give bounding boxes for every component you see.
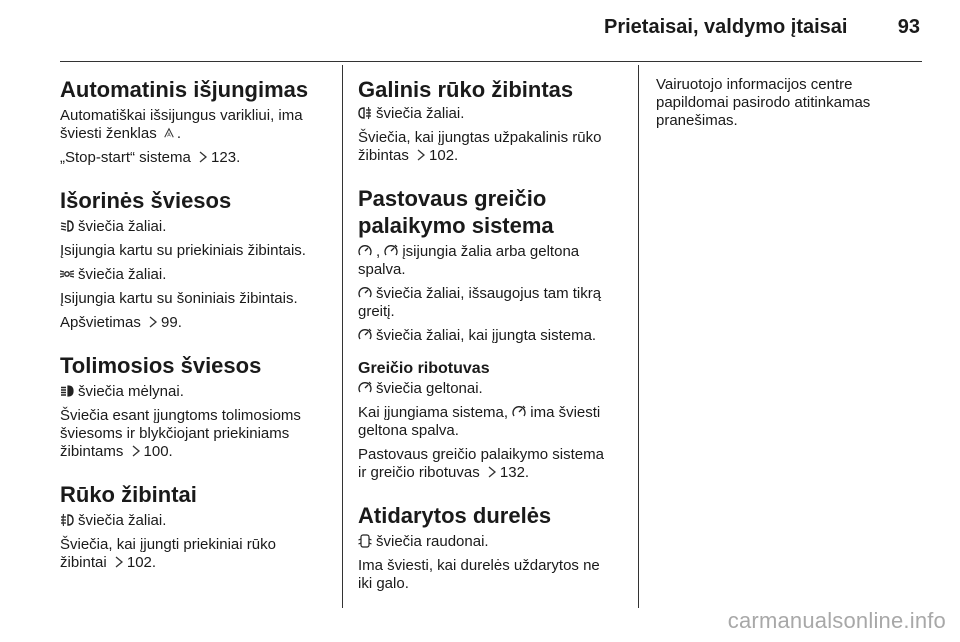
speed-limiter-desc — [358, 404, 630, 440]
high-beam-desc-line: Šviečia esant įjungtoms tolimosioms — [60, 407, 301, 424]
cruise-control-icon — [358, 244, 372, 258]
header-divider — [60, 61, 922, 62]
rear-fog-status: šviečia žaliai. — [376, 105, 465, 122]
side-lights-status: šviečia žaliai. — [78, 266, 167, 283]
svg-text:A: A — [167, 132, 171, 139]
side-lights-icon — [60, 267, 74, 281]
cruise-comma: , — [376, 243, 381, 260]
low-beam-line — [60, 218, 332, 236]
section-heading-high-beam: Tolimosios šviesos — [60, 353, 262, 378]
cruise-heading-line: palaikymo sistema — [358, 213, 554, 238]
lighting-ref-page[interactable]: 99. — [161, 314, 182, 331]
speed-limiter-ref — [358, 446, 630, 482]
page-number: 93 — [897, 16, 920, 38]
rear-fog-ref-page[interactable]: 102. — [429, 147, 459, 164]
front-fog-line — [60, 512, 332, 530]
door-open-icon — [358, 534, 372, 548]
header-title: Prietaisai, valdymo įtaisai — [604, 16, 848, 38]
speed-limiter-desc-line: Kai įjungiama sistema, — [358, 404, 509, 421]
reference-arrow-icon — [147, 316, 159, 328]
speed-limiter-ref-page[interactable]: 132. — [499, 464, 530, 481]
stop-start-label: „Stop-start“ sistema — [60, 149, 191, 166]
rear-fog-desc-line: žibintas — [358, 147, 409, 164]
reference-arrow-icon — [415, 149, 427, 161]
cruise-control-active-icon — [384, 244, 398, 258]
lighting-ref — [60, 314, 332, 332]
reference-arrow-icon — [130, 445, 142, 457]
high-beam-icon — [60, 384, 74, 398]
rear-fog-desc — [358, 129, 630, 165]
door-open-desc-line: iki galo. — [358, 575, 409, 592]
column-divider — [638, 65, 639, 608]
speed-limiter-ref-line: ir greičio ribotuvas — [358, 464, 480, 481]
rear-fog-icon — [358, 106, 372, 120]
door-open-status: šviečia raudonai. — [376, 533, 489, 550]
cruise-control-icon — [358, 286, 372, 300]
column-left — [60, 76, 332, 578]
door-open-line — [358, 533, 630, 551]
auto-off-text — [60, 107, 332, 143]
low-beam-desc: Įsijungia kartu su priekiniais žibintais. — [60, 242, 306, 259]
rear-fog-desc-line: Šviečia, kai įjungtas užpakalinis rūko — [358, 129, 602, 146]
speed-limiter-desc-line: ima šviesti — [530, 404, 601, 421]
section-heading-door-open: Atidarytos durelės — [358, 503, 552, 528]
door-open-desc-line: Ima šviesti, kai durelės uždarytos ne — [358, 557, 600, 574]
speed-limiter-desc-line: geltona spalva. — [358, 422, 459, 439]
section-heading-exterior-lights: Išorinės šviesos — [60, 188, 232, 213]
column-divider — [342, 65, 343, 608]
info-centre-line: pranešimas. — [656, 112, 738, 129]
cruise-green-line: šviečia žaliai, išsaugojus tam tikrą — [376, 285, 602, 302]
high-beam-ref-page[interactable]: 100. — [143, 443, 173, 460]
cruise-active — [358, 327, 630, 345]
high-beam-status: šviečia mėlynai. — [78, 383, 184, 400]
stop-start-ref — [60, 149, 332, 167]
auto-lights-off-icon — [163, 127, 175, 139]
info-centre-note — [656, 76, 920, 130]
side-lights-line — [60, 266, 332, 284]
front-fog-desc-line: žibintai — [60, 554, 107, 571]
cruise-active-text: šviečia žaliai, kai įjungta sistema. — [376, 327, 597, 344]
low-beam-icon — [60, 219, 74, 233]
front-fog-ref-page[interactable]: 102. — [126, 554, 157, 571]
page-header — [0, 0, 960, 60]
lighting-ref-label: Apšvietimas — [60, 314, 141, 331]
high-beam-desc-line: šviesoms ir blykčiojant priekiniams — [60, 425, 290, 442]
stop-start-page[interactable]: 123. — [211, 149, 241, 166]
front-fog-status: šviečia žaliai. — [78, 512, 167, 529]
side-lights-desc: Įsijungia kartu su šoniniais žibintais. — [60, 290, 298, 307]
high-beam-desc-line: žibintams — [60, 443, 124, 460]
cruise-intro-line: spalva. — [358, 261, 406, 278]
section-heading-cruise-control — [358, 185, 630, 239]
cruise-heading-line: Pastovaus greičio — [358, 186, 547, 211]
speed-limiter-ref-line: Pastovaus greičio palaikymo sistema — [358, 446, 604, 463]
watermark: carmanualsonline.info — [727, 608, 946, 633]
column-middle — [358, 76, 630, 599]
low-beam-status: šviečia žaliai. — [78, 218, 167, 235]
door-open-desc — [358, 557, 630, 593]
auto-off-line: Automatiškai išsijungus varikliui, ima — [60, 107, 303, 124]
cruise-control-active-icon — [358, 381, 372, 395]
high-beam-line — [60, 383, 332, 401]
high-beam-desc — [60, 407, 332, 461]
column-right — [656, 76, 920, 136]
cruise-green-line: greitį. — [358, 303, 395, 320]
info-centre-line: Vairuotojo informacijos centre — [656, 76, 853, 93]
cruise-green — [358, 285, 630, 321]
cruise-intro — [358, 243, 630, 279]
reference-arrow-icon — [486, 466, 498, 478]
section-heading-auto-off: Automatinis išjungimas — [60, 77, 309, 102]
reference-arrow-icon — [113, 556, 125, 568]
cruise-intro-line: įsijungia žalia arba geltona — [402, 243, 580, 260]
auto-off-line: šviesti ženklas — [60, 125, 157, 142]
front-fog-icon — [60, 513, 74, 527]
front-fog-desc-line: Šviečia, kai įjungti priekiniai rūko — [60, 536, 276, 553]
speed-limiter-status: šviečia geltonai. — [376, 380, 483, 397]
cruise-control-active-icon — [358, 328, 372, 342]
section-heading-speed-limiter: Greičio ribotuvas — [358, 360, 490, 377]
speed-limiter-line — [358, 380, 630, 398]
cruise-control-active-icon — [512, 405, 526, 419]
front-fog-desc — [60, 536, 332, 572]
section-heading-fog-lights: Rūko žibintai — [60, 482, 197, 507]
rear-fog-line — [358, 105, 630, 123]
info-centre-line: papildomai pasirodo atitinkamas — [656, 94, 871, 111]
section-heading-rear-fog: Galinis rūko žibintas — [358, 77, 574, 102]
reference-arrow-icon — [197, 151, 209, 163]
auto-off-line: . — [176, 125, 182, 142]
